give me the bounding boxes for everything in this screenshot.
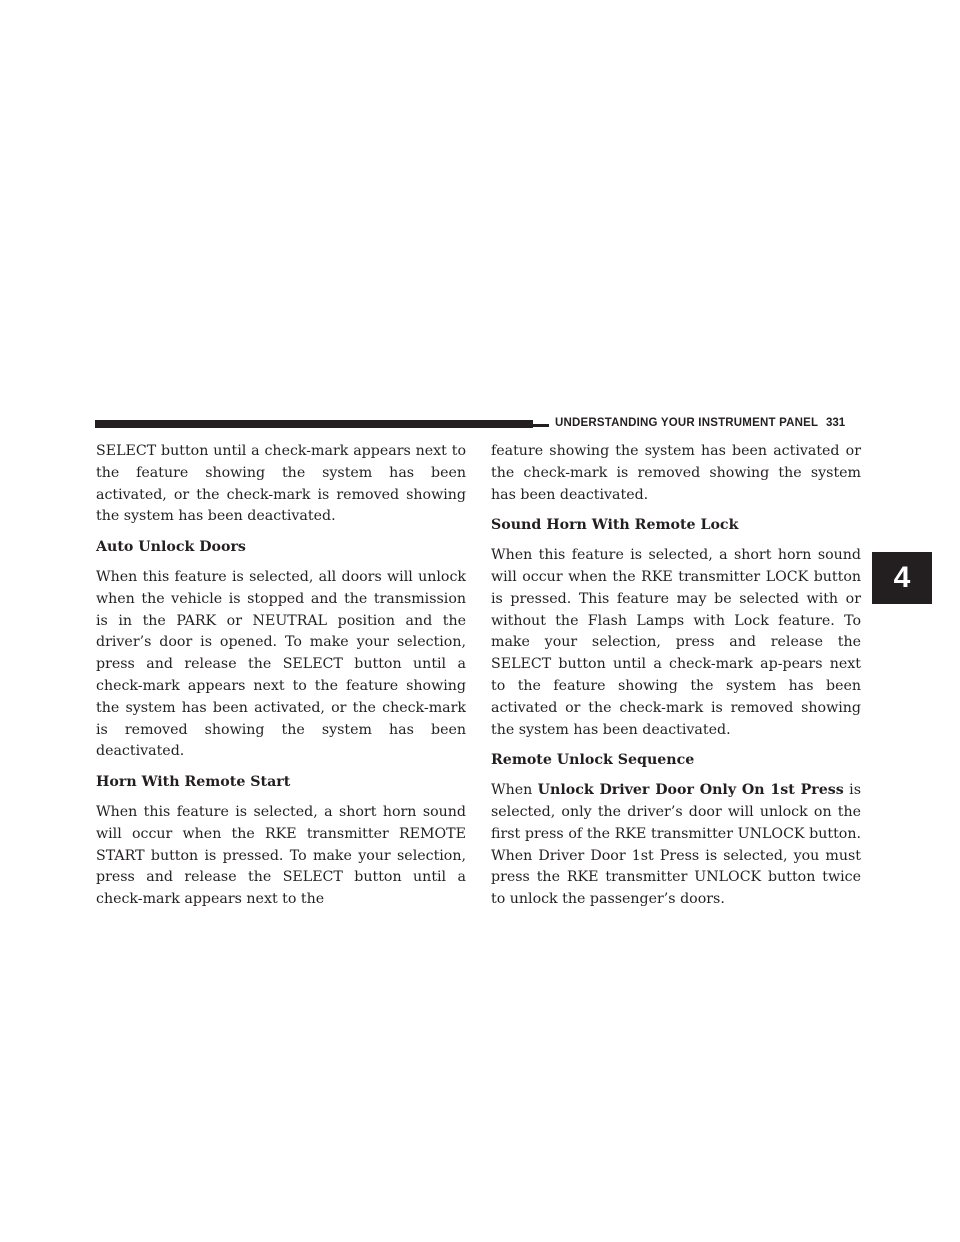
remote-unlock-prefix: When xyxy=(491,782,538,799)
sound-horn-with-remote-lock-body: When this feature is selected, a short horn sound will occur when the RKE transmitter LOCK button is pressed. This feature may be selected with or without the Flash Lamps with Lock feature. To make your selection, press and release the SELECT button until a check-mark ap-pears next to the feature showing the system has been activated or the check-mark is removed showing the system has been deactivated. xyxy=(491,547,861,738)
remote-unlock-option-name: Unlock Driver Door Only On 1st Press xyxy=(537,782,844,799)
continued-paragraph: SELECT button until a check-mark appears next to the feature showing the system has been activated, or the check-mark is removed showing the system has been deactivated. xyxy=(96,443,466,525)
heading-horn-with-remote-start: Horn With Remote Start xyxy=(96,774,291,791)
heading-remote-unlock-sequence: Remote Unlock Sequence xyxy=(491,752,695,769)
horn-with-remote-start-body: When this feature is selected, a short horn sound will occur when the RKE transmitter REMOTE START button is pressed. To make your selection, press and release the SELECT button until a check-mark appears next to the xyxy=(96,803,466,908)
page-number: 331 xyxy=(820,414,851,432)
continued-paragraph-right: feature showing the system has been activated or the check-mark is removed showing the system has been deactivated. xyxy=(491,443,861,503)
section-title: UNDERSTANDING YOUR INSTRUMENT PANEL xyxy=(549,414,824,432)
header-rule-thick xyxy=(95,420,533,428)
right-column xyxy=(491,441,861,920)
left-column xyxy=(96,441,466,920)
heading-sound-horn-with-remote-lock: Sound Horn With Remote Lock xyxy=(491,517,739,534)
remote-unlock-sequence-body xyxy=(491,780,861,911)
remote-unlock-suffix: is selected, only the driver’s door will unlock on the first press of the RKE transmitter UNLOCK button. When Driver Door 1st Press is selected, you must press the RKE transmitter UNLOCK button twice to unlock the passenger’s doors. xyxy=(491,782,861,908)
auto-unlock-doors-body: When this feature is selected, all doors will unlock when the vehicle is stopped and the transmission is in the PARK or NEUTRAL position and the driver’s door is opened. To make your selection, press and release the SELECT button until a check-mark appears next to the feature showing the system has been activated, or the check-mark is removed showing the system has been deactivated. xyxy=(96,568,466,760)
heading-auto-unlock-doors: Auto Unlock Doors xyxy=(96,539,246,556)
chapter-tab: 4 xyxy=(872,552,932,604)
